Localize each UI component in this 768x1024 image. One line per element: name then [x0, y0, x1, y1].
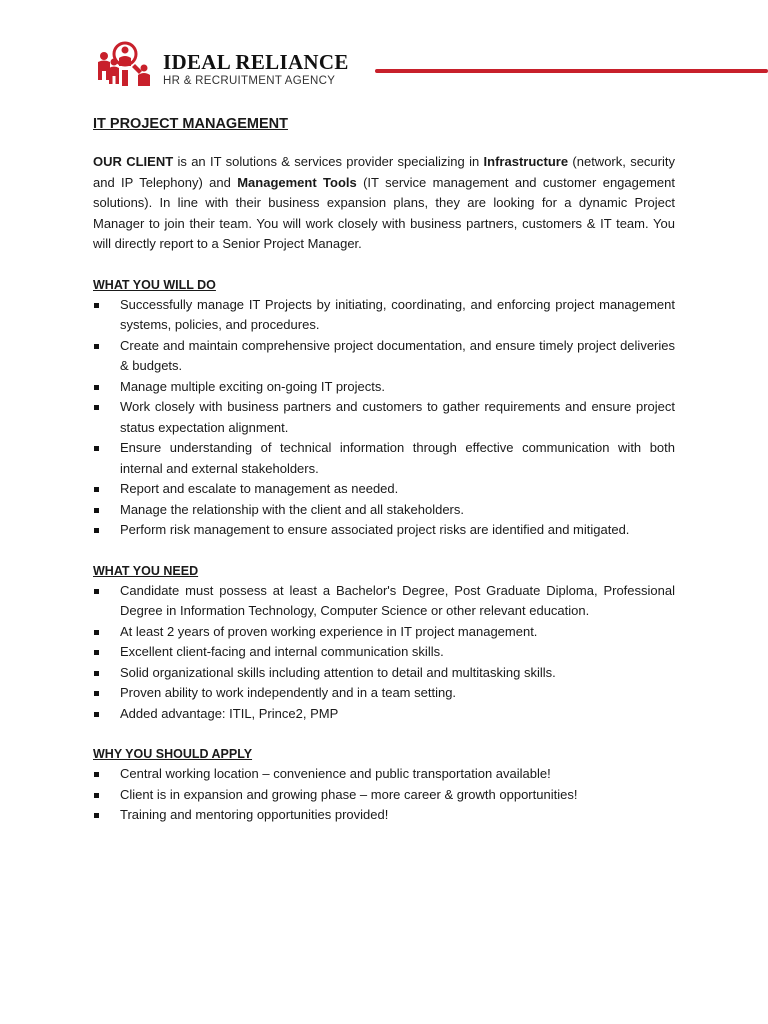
header-divider — [375, 69, 768, 73]
list-item — [93, 785, 675, 806]
list-item-text: Manage multiple exciting on-going IT projects. — [120, 378, 385, 394]
list-item — [93, 622, 675, 643]
bullet-icon — [94, 772, 99, 777]
section-what-you-need — [93, 561, 675, 725]
bullet-icon — [94, 487, 99, 492]
list-item — [93, 500, 675, 521]
bullet-icon — [94, 303, 99, 308]
list-item — [93, 581, 675, 622]
list-item-text: Client is in expansion and growing phase – more career & growth opportunities! — [120, 786, 578, 802]
list-item-text: Manage the relationship with the client and all stakeholders. — [120, 501, 464, 517]
client-label: OUR CLIENT — [93, 154, 174, 169]
bullet-icon — [94, 813, 99, 818]
bullet-icon — [94, 671, 99, 676]
brand-name: IDEAL RELIANCE — [163, 50, 349, 74]
list-item — [93, 438, 675, 479]
list-item-text: Work closely with business partners and customers to gather requirements and ensure project status expectation alignment. — [120, 399, 675, 435]
people-group-logo-icon — [90, 40, 162, 90]
list-item-text: At least 2 years of proven working experience in IT project management. — [120, 623, 538, 639]
section-what-you-will-do — [93, 275, 675, 541]
list-item — [93, 377, 675, 398]
intro-text-2: (network, security and IP Telephony) and — [93, 154, 675, 190]
list-item-text: Training and mentoring opportunities provided! — [120, 807, 389, 822]
brand-tagline: HR & RECRUITMENT AGENCY — [163, 75, 336, 87]
bullet-icon — [94, 405, 99, 410]
intro-text-3: (IT service management and customer engagement solutions). In line with their business expansion plans, they are looking for a dynamic Project Manager to join their team. You will work closely with business partners, customers & IT team. You will directly report to a Senior Project Manager. — [93, 174, 675, 251]
bullet-icon — [94, 691, 99, 696]
list-item-text: Ensure understanding of technical information through effective communication with both internal and external stakeholders. — [120, 440, 675, 476]
bullet-icon — [94, 385, 99, 390]
list-item — [93, 642, 675, 663]
document-title: IT PROJECT MANAGEMENT — [93, 116, 288, 132]
list-item-text: Added advantage: ITIL, Prince2, PMP — [120, 705, 339, 721]
bullet-icon — [94, 344, 99, 349]
list-item — [93, 663, 675, 684]
list-item-text: Perform risk management to ensure associated project risks are identified and mitigated. — [120, 522, 630, 537]
document-body — [93, 114, 675, 826]
bullet-icon — [94, 712, 99, 717]
list-item — [93, 764, 675, 785]
bullet-icon — [94, 650, 99, 655]
section-heading: WHY YOU SHOULD APPLY — [93, 747, 253, 761]
list-item-text: Excellent client-facing and internal communication skills. — [120, 644, 444, 659]
bullet-icon — [94, 589, 99, 594]
list-item-text: Central working location – convenience and public transportation available! — [120, 766, 551, 781]
bullet-list — [93, 295, 675, 541]
page-header — [90, 40, 768, 100]
list-item — [93, 704, 675, 725]
list-item-text: Create and maintain comprehensive project documentation, and ensure timely project deliveries & budgets. — [120, 337, 675, 373]
bullet-icon — [94, 528, 99, 533]
list-item — [93, 520, 675, 541]
list-item — [93, 479, 675, 500]
infrastructure-label: Infrastructure — [483, 154, 569, 169]
intro-paragraph — [93, 152, 675, 255]
intro-text-1: is an IT solutions & services provider specializing in — [173, 154, 484, 169]
list-item — [93, 336, 675, 377]
list-item-text: Proven ability to work independently and in a team setting. — [120, 685, 457, 700]
list-item-text: Solid organizational skills including attention to detail and multitasking skills. — [120, 664, 556, 680]
bullet-icon — [94, 508, 99, 513]
list-item — [93, 397, 675, 438]
management-tools-label: Management Tools — [237, 174, 357, 190]
section-heading: WHAT YOU WILL DO — [93, 277, 216, 292]
list-item-text: Candidate must possess at least a Bachelor's Degree, Post Graduate Diploma, Professional Degree in Information Technology, Computer Science or other relevant education. — [120, 582, 675, 618]
list-item — [93, 295, 675, 336]
bullet-list — [93, 764, 675, 826]
bullet-icon — [94, 630, 99, 635]
bullet-list — [93, 581, 675, 725]
list-item — [93, 683, 675, 704]
section-heading: WHAT YOU NEED — [93, 563, 199, 578]
bullet-icon — [94, 446, 99, 451]
section-why-you-should-apply — [93, 744, 675, 826]
list-item — [93, 805, 675, 826]
list-item-text: Successfully manage IT Projects by initiating, coordinating, and enforcing project management systems, policies, and procedures. — [120, 296, 675, 332]
bullet-icon — [94, 793, 99, 798]
list-item-text: Report and escalate to management as needed. — [120, 481, 399, 496]
